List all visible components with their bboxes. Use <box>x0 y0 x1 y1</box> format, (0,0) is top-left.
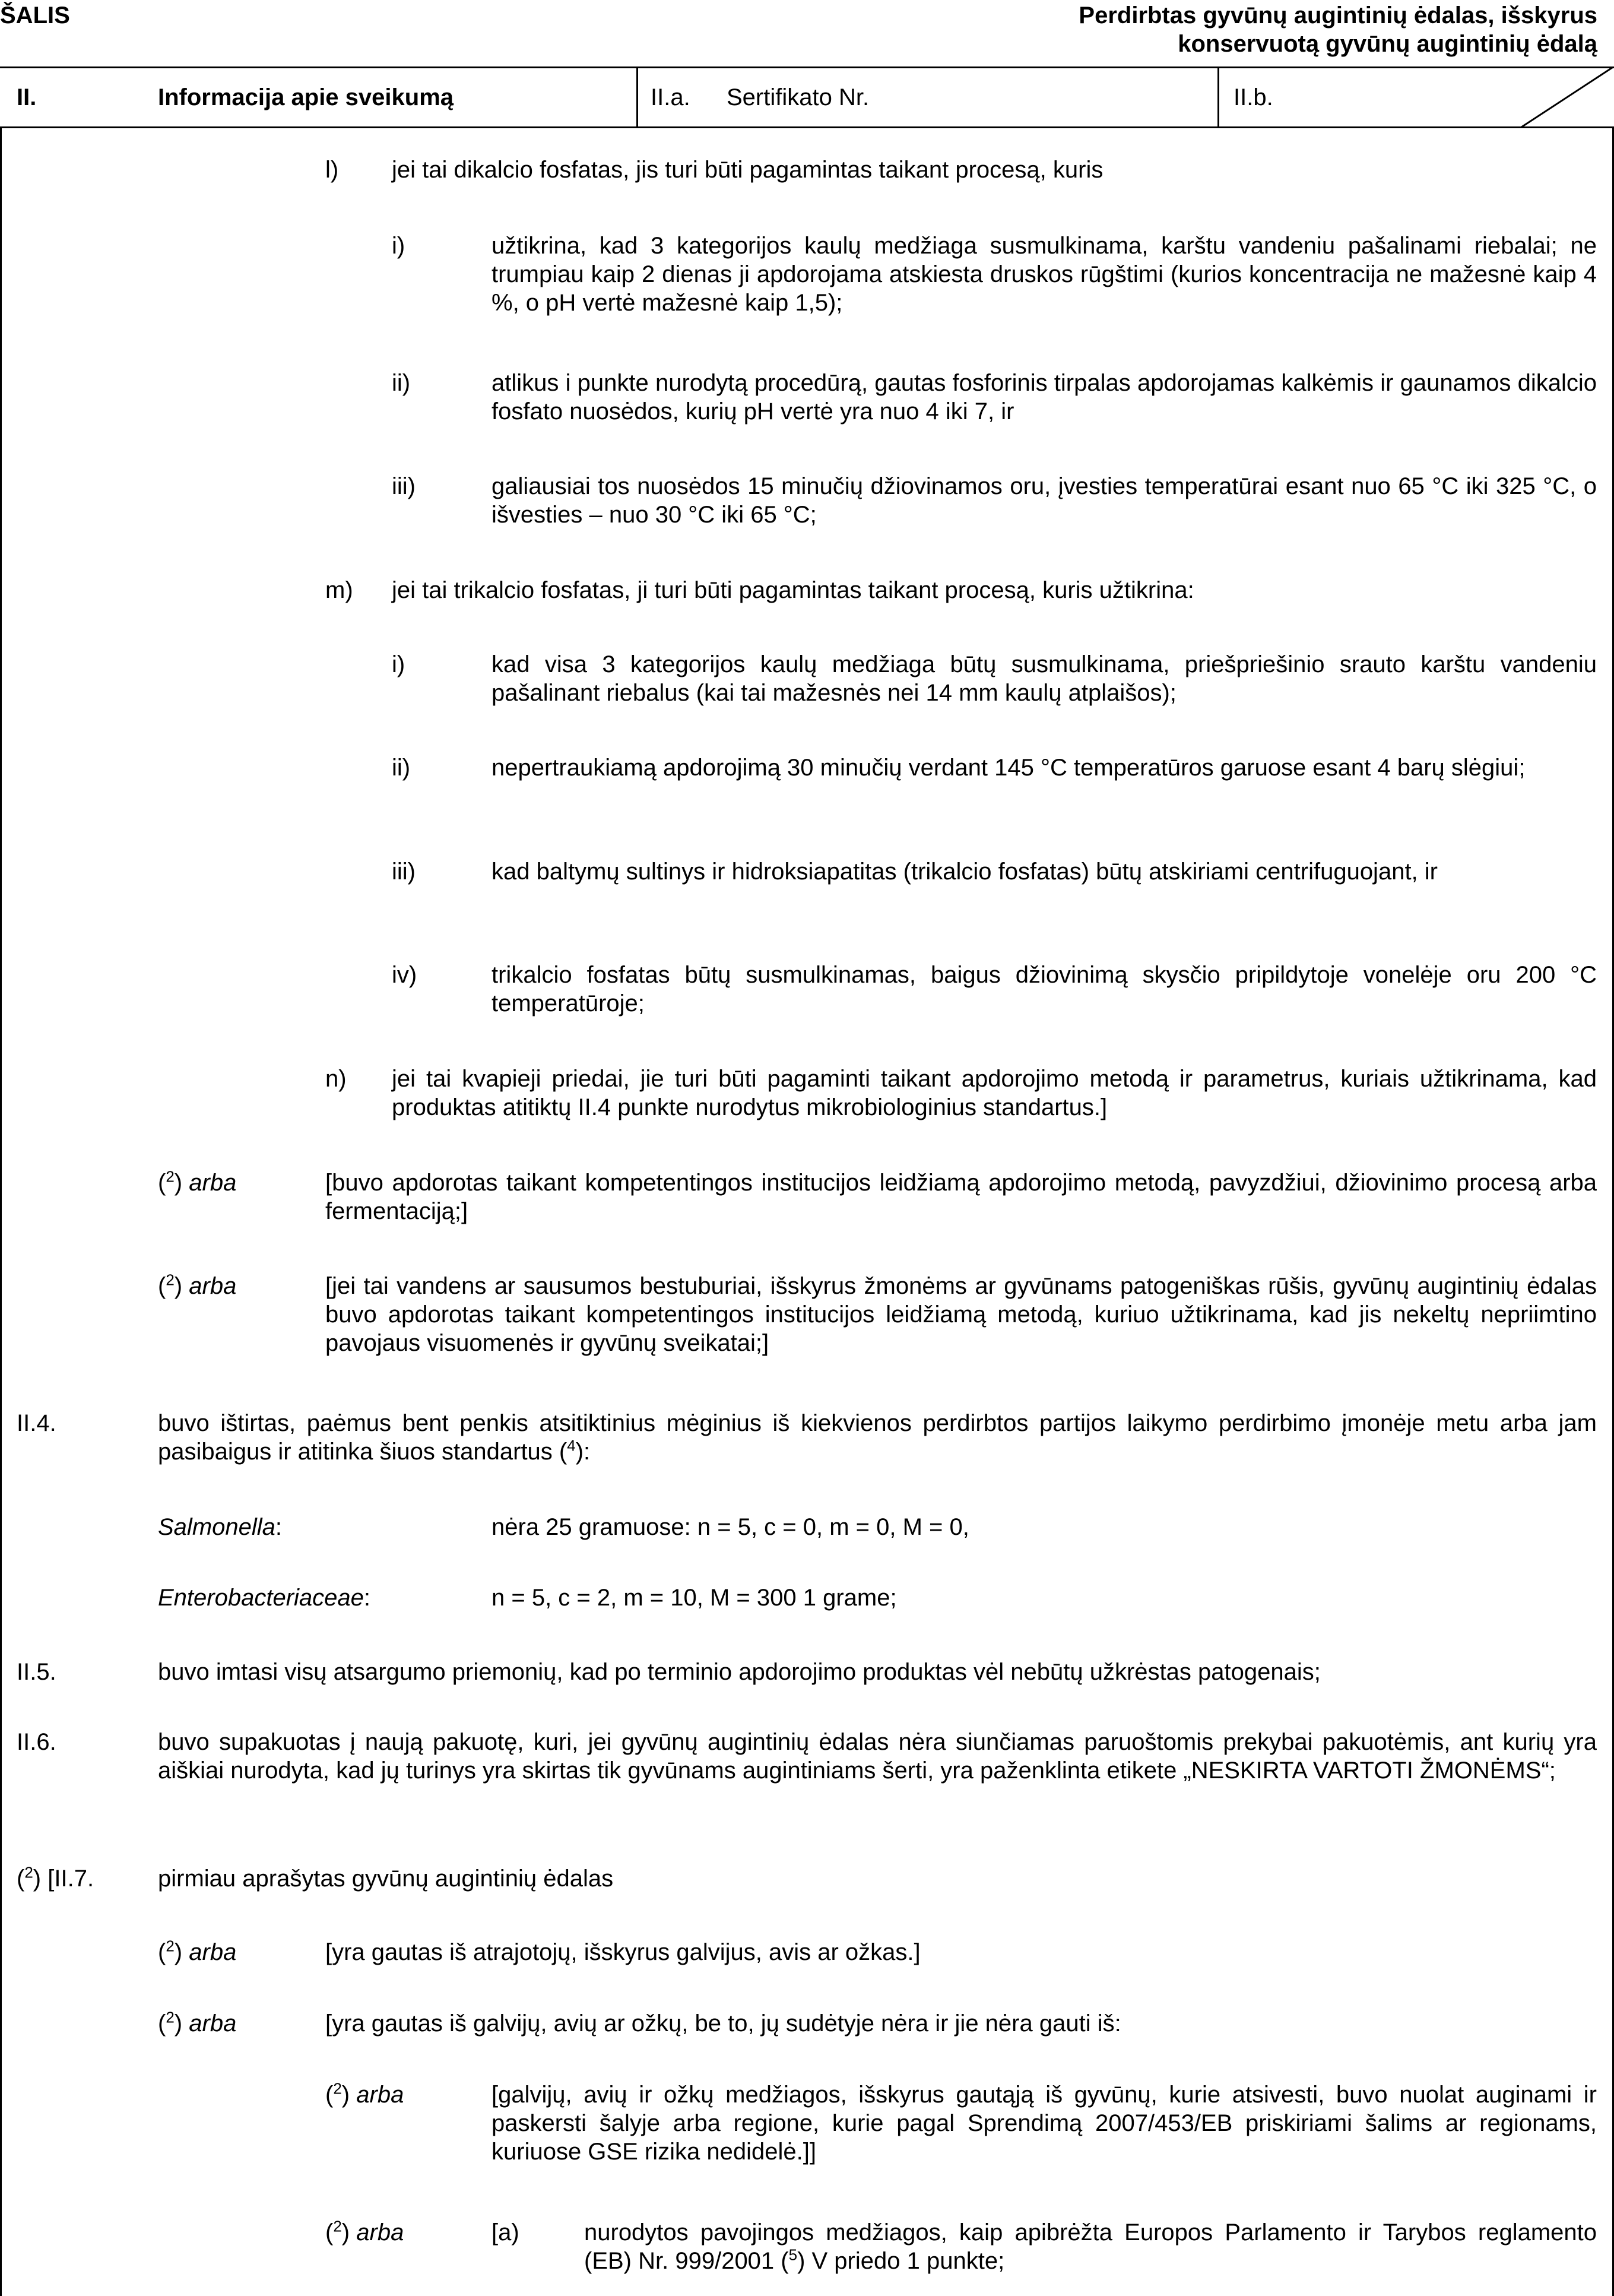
section-number: II. <box>17 84 37 110</box>
enterobacteriaceae-value: n = 5, c = 2, m = 10, M = 300 1 grame; <box>492 1585 897 1611</box>
ii7-alt2-2-marker: ($^2$) arba <box>325 2217 404 2246</box>
ii4-text: buvo ištirtas, paėmus bent penkis atsitiktinius mėginius iš kiekvienos perdirbtos partijos laikymo perdirbimo įmonėje metu arba jam pasibaigus ir atitinka šiuos standartus ($^4$): <box>158 1410 1597 1465</box>
header-corner-diagonal <box>1520 66 1614 128</box>
ii7-alt2-1-text: [galvijų, avių ir ožkų medžiagos, išskyrus gautąją iš gyvūnų, kurie atsivesti, buvo nuolat auginami ir paskersti šalyje arba regione, kurie pagal Sprendimą 2007/453/EB priskiriami šalims ar regionams, kuriuose GSE rizika nedidelė.]] <box>492 2082 1597 2165</box>
ii6-number: II.6. <box>17 1729 56 1755</box>
item-l-ii-label: ii) <box>392 370 411 396</box>
item-l-iii-text: galiausiai tos nuosėdos 15 minučių džiovinamos oru, įvesties temperatūrai esant nuo 65 °C iki 325 °C, o išvesties – nuo 30 °C iki 65 °C; <box>492 473 1597 528</box>
ii7-alt2-1-marker: ($^2$) arba <box>325 2079 404 2108</box>
header-divider-2 <box>1217 66 1219 128</box>
document-title <box>1079 1 1597 58</box>
item-m-iv-label: iv) <box>392 962 417 988</box>
document-title-line1: Perdirbtas gyvūnų augintinių ėdalas, išskyrus <box>1079 2 1597 28</box>
ii7-alt1-marker: ($^2$) arba <box>158 1937 237 1965</box>
item-l-iii-label: iii) <box>392 473 416 499</box>
item-l-text: jei tai dikalcio fosfatas, jis turi būti pagamintas taikant procesą, kuris <box>392 157 1104 183</box>
item-m-iv-text: trikalcio fosfatas būtų susmulkinamas, baigus džiovinimą skysčio pripildytoje vonelėje oru 200 °C temperatūroje; <box>492 962 1597 1016</box>
item-m-i-label: i) <box>392 651 405 677</box>
item-l-i-label: i) <box>392 233 405 259</box>
item-l-ii-text: atlikus i punkte nurodytą procedūrą, gautas fosforinis tirpalas apdorojamas kalkėmis ir gaunamos dikalcio fosfato nuosėdos, kurių pH vertė yra nuo 4 iki 7, ir <box>492 370 1597 425</box>
salmonella-value: nėra 25 gramuose: n = 5, c = 0, m = 0, M = 0, <box>492 1514 969 1540</box>
cert-code: II.a. <box>651 84 690 110</box>
item-l-i-text: užtikrina, kad 3 kategorijos kaulų medžiaga susmulkinama, karštu vandeniu pašalinami riebalai; ne trumpiau kaip 2 dienas ji apdorojama atskiesta druskos rūgštimi (kurios koncentracija ne mažesnė kaip 4 %, o pH vertė mažesnė kaip 1,5); <box>492 233 1597 316</box>
ii7-text: pirmiau aprašytas gyvūnų augintinių ėdalas <box>158 1866 614 1892</box>
alt1-text: [buvo apdorotas taikant kompetentingos institucijos leidžiamą apdorojimo metodą, pavyzdžiui, džiovinimo procesą arba fermentaciją;] <box>325 1170 1597 1224</box>
header-divider-1 <box>636 66 638 128</box>
header-top-rule <box>0 66 1614 68</box>
item-l-label: l) <box>325 157 339 183</box>
ii7-number: ($^2$) [II.7. <box>17 1863 94 1892</box>
ii7-alt1-text: [yra gautas iš atrajotojų, išskyrus galvijus, avis ar ožkas.] <box>325 1939 921 1965</box>
item-m-text: jei tai trikalcio fosfatas, ji turi būti pagamintas taikant procesą, kuris užtikrina: <box>392 577 1194 603</box>
alt1-marker: ($^2$) arba <box>158 1167 237 1196</box>
ii6-text: buvo supakuotas į naują pakuotę, kuri, jei gyvūnų augintinių ėdalas nėra siunčiamas paruoštomis prekybai pakuotėmis, ant kurių yra aiškiai nurodyta, kad jų turinys yra skirtas tik gyvūnams augintiniams šerti, yra paženklinta etikete „NESKIRTA VARTOTI ŽMONĖMS“; <box>158 1729 1597 1784</box>
ii7-alt2-2-label: [a) <box>492 2219 519 2246</box>
header-bottom-rule <box>0 126 1614 128</box>
ref-code: II.b. <box>1234 84 1273 110</box>
ii7-alt2-marker: ($^2$) arba <box>158 2008 237 2037</box>
item-m-i-text: kad visa 3 kategorijos kaulų medžiaga būtų susmulkinama, priešpriešinio srauto karštu vandeniu pašalinant riebalus (kai tai mažesnės nei 14 mm kaulų atplaišos); <box>492 651 1597 706</box>
ii4-number: II.4. <box>17 1410 56 1436</box>
section-title: Informacija apie sveikumą <box>158 84 454 110</box>
country-label: ŠALIS <box>0 2 70 28</box>
salmonella-label: Salmonella: <box>158 1514 283 1540</box>
ii7-alt2-2-text: nurodytos pavojingos medžiagos, kaip apibrėžta Europos Parlamento ir Tarybos reglamento (EB) Nr. 999/2001 ($^5$) V priedo 1 punkte; <box>584 2219 1597 2274</box>
document-title-line2: konservuotą gyvūnų augintinių ėdalą <box>1178 31 1597 57</box>
item-m-iii-text: kad baltymų sultinys ir hidroksiapatitas (trikalcio fosfatas) būtų atskiriami centrifuguojant, ir <box>492 859 1438 885</box>
left-border <box>0 126 2 2296</box>
cert-number-label: Sertifikato Nr. <box>727 84 870 110</box>
item-m-ii-text: nepertraukiamą apdorojimą 30 minučių verdant 145 °C temperatūros garuose esant 4 barų slėgiui; <box>492 755 1526 781</box>
item-m-iii-label: iii) <box>392 859 416 885</box>
ii5-number: II.5. <box>17 1659 56 1685</box>
item-m-ii-label: ii) <box>392 755 411 781</box>
alt2-text: [jei tai vandens ar sausumos bestuburiai, išskyrus žmonėms ar gyvūnams patogeniškas rūšis, gyvūnų augintinių ėdalas buvo apdorotas taikant kompetentingos institucijos leidžiamą metodą, kuriuo užtikrinama, kad jis nekeltų nepriimtino pavojaus visuomenės ir gyvūnų sveikatai;] <box>325 1273 1597 1356</box>
enterobacteriaceae-label: Enterobacteriaceae: <box>158 1585 371 1611</box>
item-n-text: jei tai kvapieji priedai, jie turi būti pagaminti taikant apdorojimo metodą ir parametrus, kuriais užtikrinama, kad produktas atitiktų II.4 punkte nurodytus mikrobiologinius standartus.] <box>392 1066 1597 1120</box>
ii5-text: buvo imtasi visų atsargumo priemonių, kad po terminio apdorojimo produktas vėl nebūtų užkrėstas patogenais; <box>158 1659 1321 1685</box>
alt2-marker: ($^2$) arba <box>158 1271 237 1299</box>
item-n-label: n) <box>325 1066 347 1092</box>
item-m-label: m) <box>325 577 353 603</box>
ii7-alt2-text: [yra gautas iš galvijų, avių ar ožkų, be to, jų sudėtyje nėra ir jie nėra gauti iš: <box>325 2010 1121 2037</box>
